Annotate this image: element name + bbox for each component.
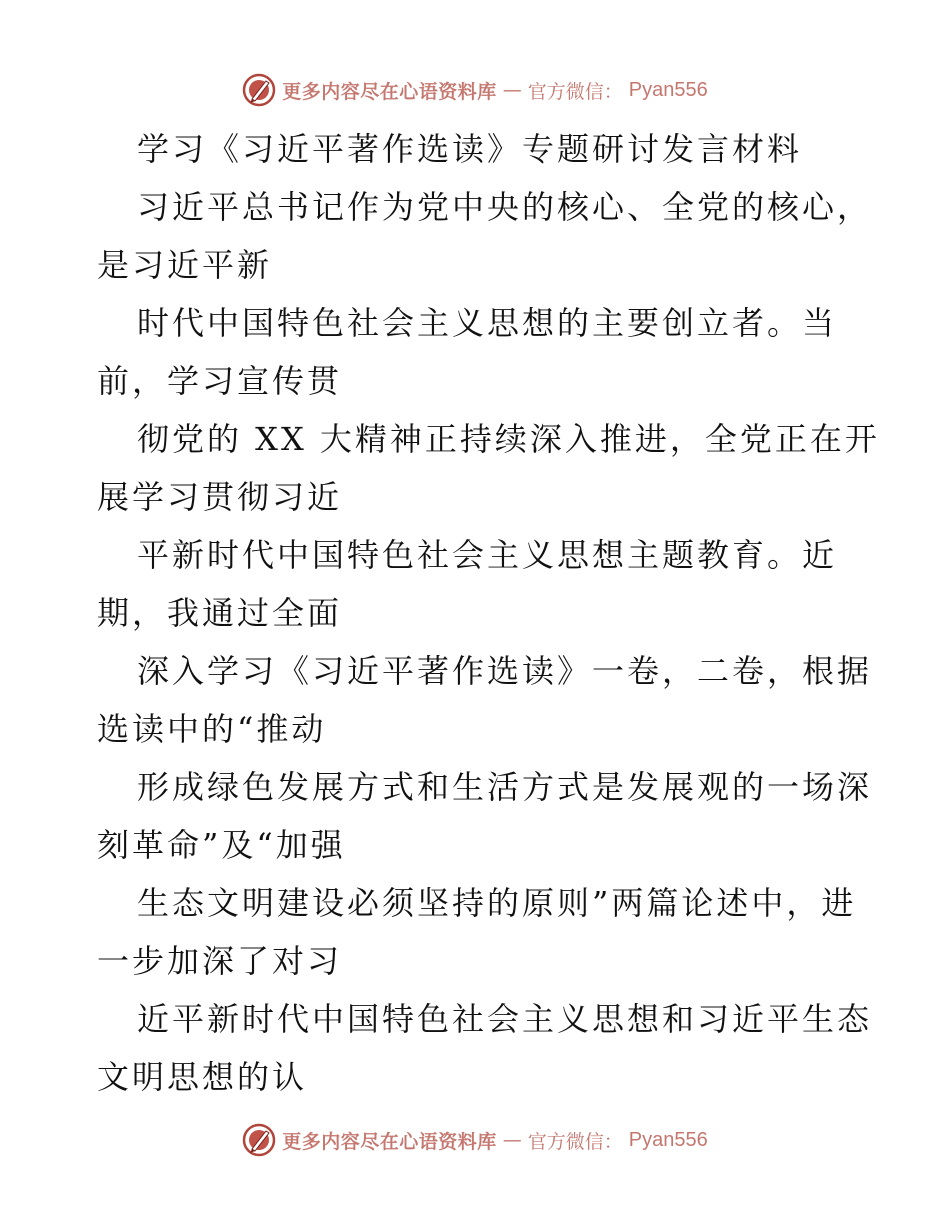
text-line: 刻革命”及“加强 <box>97 826 346 864</box>
wechat-id: Pyan556 <box>628 78 708 101</box>
document-body <box>97 120 880 1106</box>
text-line: 选读中的“推动 <box>97 710 327 748</box>
footer-banner-content <box>242 1123 708 1157</box>
text-line: 习近平总书记作为党中央的核心、全党的核心， <box>137 188 873 226</box>
text-line: 近平新时代中国特色社会主义思想和习近平生态 <box>137 1000 873 1038</box>
text-line: 生态文明建设必须坚持的原则”两篇论述中，进 <box>137 884 857 922</box>
site-name-text: 更多内容尽在心语资料库 <box>282 1130 497 1153</box>
text-line: 平新时代中国特色社会主义思想主题教育。近 <box>137 536 838 574</box>
text-line: 是习近平新 <box>97 246 273 284</box>
text-line: 时代中国特色社会主义思想的主要创立者。当 <box>137 304 838 342</box>
text-line: 前，学习宣传贯 <box>97 362 343 400</box>
banner-dash: — <box>502 1129 522 1151</box>
text-line: 一步加深了对习 <box>97 942 343 980</box>
banner-dash: — <box>502 79 522 101</box>
footer-banner <box>0 1120 950 1160</box>
text-line: 彻党的 XX 大精神正持续深入推进，全党正在开 <box>137 420 880 458</box>
text-line: 深入学习《习近平著作选读》一卷，二卷，根据 <box>137 652 873 690</box>
quill-pen-icon <box>242 73 276 107</box>
text-line: 展学习贯彻习近 <box>97 478 343 516</box>
text-line: 形成绿色发展方式和生活方式是发展观的一场深 <box>137 768 873 806</box>
wechat-label: 官方微信： <box>527 1130 623 1153</box>
text-line: 期，我通过全面 <box>97 594 343 632</box>
header-banner <box>0 70 950 110</box>
quill-pen-icon <box>242 1123 276 1157</box>
header-banner-content <box>242 73 708 107</box>
wechat-label: 官方微信： <box>527 80 623 103</box>
text-line: 文明思想的认 <box>97 1058 308 1096</box>
document-title: 学习《习近平著作选读》专题研讨发言材料 <box>137 130 803 168</box>
wechat-id: Pyan556 <box>628 1128 708 1151</box>
site-name-text: 更多内容尽在心语资料库 <box>282 80 497 103</box>
